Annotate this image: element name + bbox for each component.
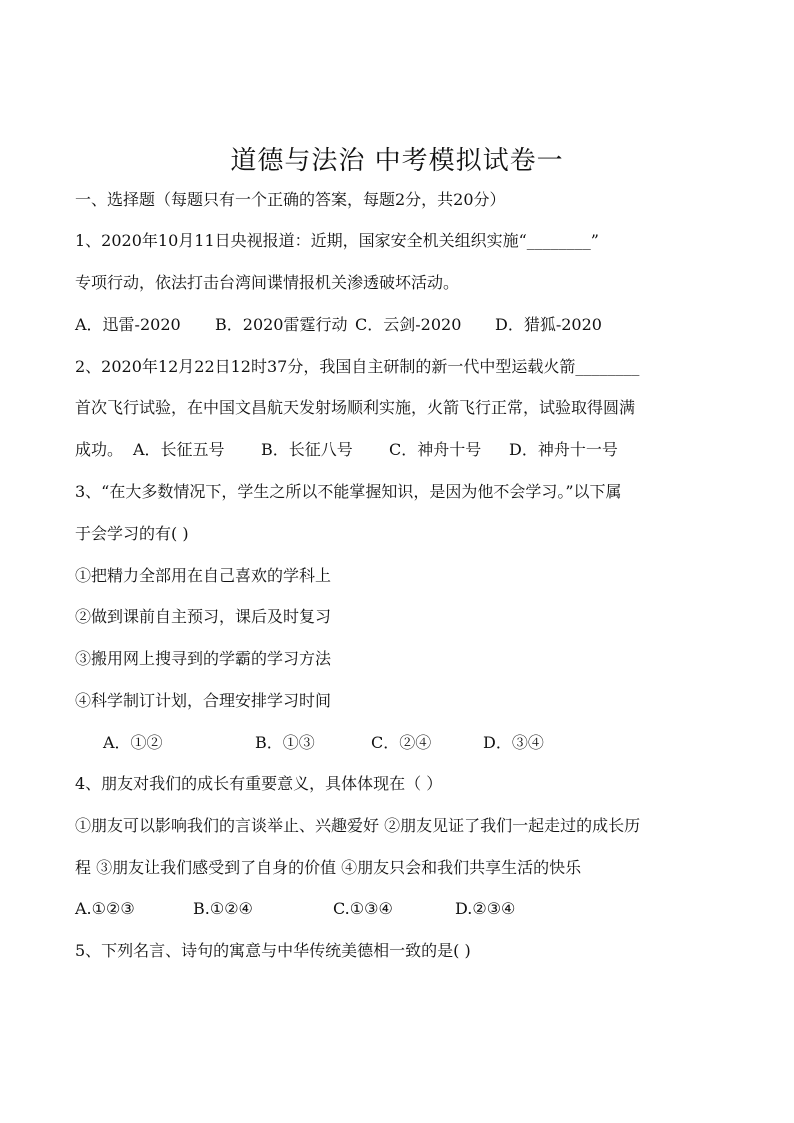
question-3-item-1: ①把精力全部用在自己喜欢的学科上 bbox=[75, 566, 332, 585]
question-3-item-2: ②做到课前自主预习，课后及时复习 bbox=[75, 607, 332, 626]
option-c: C.①③④ bbox=[333, 899, 393, 918]
question-2-line-1: 2、2020年12月22日12时37分，我国自主研制的新一代中型运载火箭________ bbox=[75, 357, 640, 376]
exam-title: 道德与法治 中考模拟试卷一 bbox=[230, 146, 564, 176]
option-a: A．长征五号 bbox=[133, 440, 225, 459]
option-c: C．②④ bbox=[371, 733, 432, 752]
question-4-line-2: ①朋友可以影响我们的言谈举止、兴趣爱好 ②朋友见证了我们一起走过的成长历 bbox=[75, 816, 641, 835]
question-2-prefix: 成功。 bbox=[75, 440, 124, 459]
section-heading: 一、选择题（每题只有一个正确的答案，每题2分，共20分） bbox=[75, 190, 506, 209]
question-1-options bbox=[75, 313, 735, 337]
question-3-item-3: ③搬用网上搜寻到的学霸的学习方法 bbox=[75, 649, 332, 668]
option-c: C．云剑-2020 bbox=[355, 315, 462, 334]
option-c: C．神舟十号 bbox=[389, 440, 482, 459]
option-d: D．猎狐-2020 bbox=[495, 315, 602, 334]
question-3-line-2: 于会学习的有( ) bbox=[75, 524, 189, 543]
option-a: A．①② bbox=[103, 733, 163, 752]
option-b: B．长征八号 bbox=[261, 440, 353, 459]
question-3-options bbox=[103, 731, 763, 755]
option-b: B.①②④ bbox=[193, 899, 253, 918]
question-1-line-2: 专项行动，依法打击台湾间谍情报机关渗透破坏活动。 bbox=[75, 273, 460, 292]
option-a: A.①②③ bbox=[75, 899, 135, 918]
question-4-line-3: 程 ③朋友让我们感受到了自身的价值 ④朋友只会和我们共享生活的快乐 bbox=[75, 858, 582, 877]
option-b: B．①③ bbox=[255, 733, 315, 752]
option-d: D．③④ bbox=[483, 733, 544, 752]
option-a: A．迅雷-2020 bbox=[75, 315, 181, 334]
question-3-item-4: ④科学制订计划，合理安排学习时间 bbox=[75, 691, 332, 710]
question-2-line-2: 首次飞行试验，在中国文昌航天发射场顺利实施，火箭飞行正常，试验取得圆满 bbox=[75, 398, 636, 417]
question-4-line-1: 4、朋友对我们的成长有重要意义，具体体现在（ ） bbox=[75, 774, 443, 793]
question-3-line-1: 3、“在大多数情况下，学生之所以不能掌握知识，是因为他不会学习。”以下属 bbox=[75, 482, 622, 501]
question-1-line-1: 1、2020年10月11日央视报道：近期，国家安全机关组织实施“________” bbox=[75, 231, 599, 250]
option-b: B．2020雷霆行动 bbox=[215, 315, 348, 334]
question-2-options bbox=[75, 438, 735, 462]
option-d: D．神舟十一号 bbox=[509, 440, 618, 459]
option-d: D.②③④ bbox=[455, 899, 516, 918]
question-5-line-1: 5、下列名言、诗句的寓意与中华传统美德相一致的是( ) bbox=[75, 941, 471, 960]
question-4-options bbox=[75, 897, 735, 921]
